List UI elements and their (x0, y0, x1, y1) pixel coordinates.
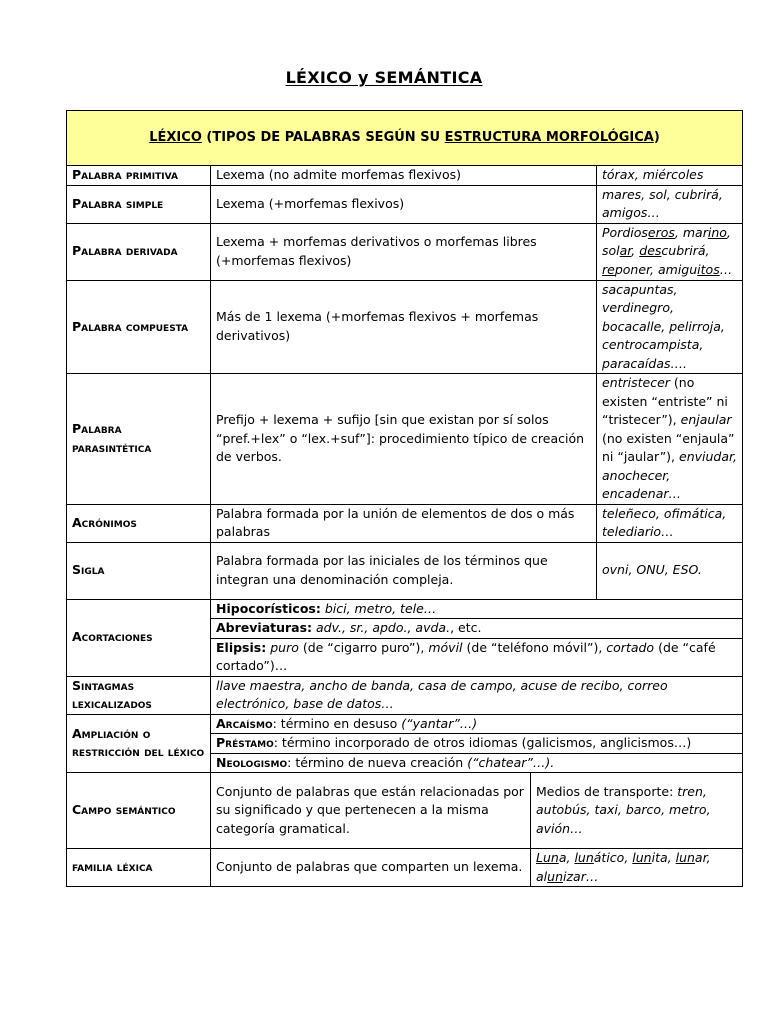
term-cell: familia léxica (67, 849, 211, 887)
example-cell: tórax, miércoles (597, 166, 743, 186)
definition-cell: Palabra formada por la unión de elementos de dos o más palabras (211, 504, 597, 542)
table-header-row (67, 111, 743, 166)
example-cell: Luna, lunático, lunita, lunar, alunizar… (531, 849, 743, 887)
definition-cell: Palabra formada por las iniciales de los términos que integran una denominación compleja. (211, 542, 597, 599)
example-cell: ovni, ONU, ESO. (597, 542, 743, 599)
row-acronimos (67, 504, 743, 542)
example-cell: Pordioseros, marino, solar, descubrirá, reponer, amiguitos… (597, 223, 743, 280)
term-cell: Palabra parasintética (67, 374, 211, 505)
row-sigla (67, 542, 743, 599)
example-cell: sacapuntas, verdinegro, bocacalle, pelirroja, centrocampista, paracaídas…. (597, 280, 743, 374)
example-cell: Medios de transporte: tren, autobús, taxi, barco, metro, avión… (531, 773, 743, 849)
row-palabra-simple (67, 185, 743, 223)
example-cell: teleñeco, ofimática, telediario… (597, 504, 743, 542)
term-cell: Ampliación o restricción del léxico (67, 714, 211, 773)
definition-cell: Lexema (no admite morfemas flexivos) (211, 166, 597, 186)
definition-cell: Conjunto de palabras que están relacionadas por su significado y que pertenecen a la misma categoría gramatical. (211, 773, 531, 849)
definition-cell: Conjunto de palabras que comparten un lexema. (211, 849, 531, 887)
document-title: LÉXICO y SEMÁNTICA (285, 68, 483, 87)
definition-cell: Elipsis: puro (de “cigarro puro”), móvil (de “teléfono móvil”), cortado (de “café cortado”)… (211, 638, 743, 676)
definition-cell: Lexema (+morfemas flexivos) (211, 185, 597, 223)
row-acortaciones-hipocoristicos (67, 599, 743, 619)
example-cell: entristecer (no existen “entriste” ni “tristecer”), enjaular (no existen “enjaula” ni “jaular”), enviudar, anochecer, encadenar… (597, 374, 743, 505)
term-cell: Palabra compuesta (67, 280, 211, 374)
row-ampliacion-arcaismo (67, 714, 743, 734)
term-cell: Palabra simple (67, 185, 211, 223)
term-cell: Acortaciones (67, 599, 211, 676)
definition-cell: Hipocorísticos: bici, metro, tele… (211, 599, 743, 619)
example-cell: mares, sol, cubrirá, amigos… (597, 185, 743, 223)
term-cell: Palabra derivada (67, 223, 211, 280)
term-cell: Acrónimos (67, 504, 211, 542)
example-cell: llave maestra, ancho de banda, casa de campo, acuse de recibo, correo electrónico, base de datos… (211, 676, 743, 714)
definition-cell: Neologismo: término de nueva creación (“chatear”…). (211, 753, 743, 773)
definition-cell: Prefijo + lexema + sufijo [sin que existan por sí solos “pref.+lex” o “lex.+suf”]: procedimiento típico de creación de verbos. (211, 374, 597, 505)
term-cell: Sigla (67, 542, 211, 599)
row-palabra-derivada (67, 223, 743, 280)
row-campo-semantico (67, 773, 743, 849)
definition-cell: Arcaísmo: término en desuso (“yantar”…) (211, 714, 743, 734)
row-sintagmas-lexicalizados (67, 676, 743, 714)
definition-cell: Préstamo: término incorporado de otros idiomas (galicismos, anglicismos…) (211, 734, 743, 754)
definition-cell: Más de 1 lexema (+morfemas flexivos + morfemas derivativos) (211, 280, 597, 374)
definition-cell: Lexema + morfemas derivativos o morfemas libres (+morfemas flexivos) (211, 223, 597, 280)
row-palabra-primitiva (67, 166, 743, 186)
term-cell: Palabra primitiva (67, 166, 211, 186)
row-palabra-compuesta (67, 280, 743, 374)
row-familia-lexica (67, 849, 743, 887)
row-palabra-parasintetica (67, 374, 743, 505)
definition-cell: Abreviaturas: adv., sr., apdo., avda., etc. (211, 619, 743, 639)
lexico-table (66, 110, 743, 887)
table-header: LÉXICO (TIPOS DE PALABRAS SEGÚN SU ESTRUCTURA MORFOLÓGICA) (67, 111, 743, 166)
term-cell: Campo semántico (67, 773, 211, 849)
term-cell: Sintagmas lexicalizados (67, 676, 211, 714)
